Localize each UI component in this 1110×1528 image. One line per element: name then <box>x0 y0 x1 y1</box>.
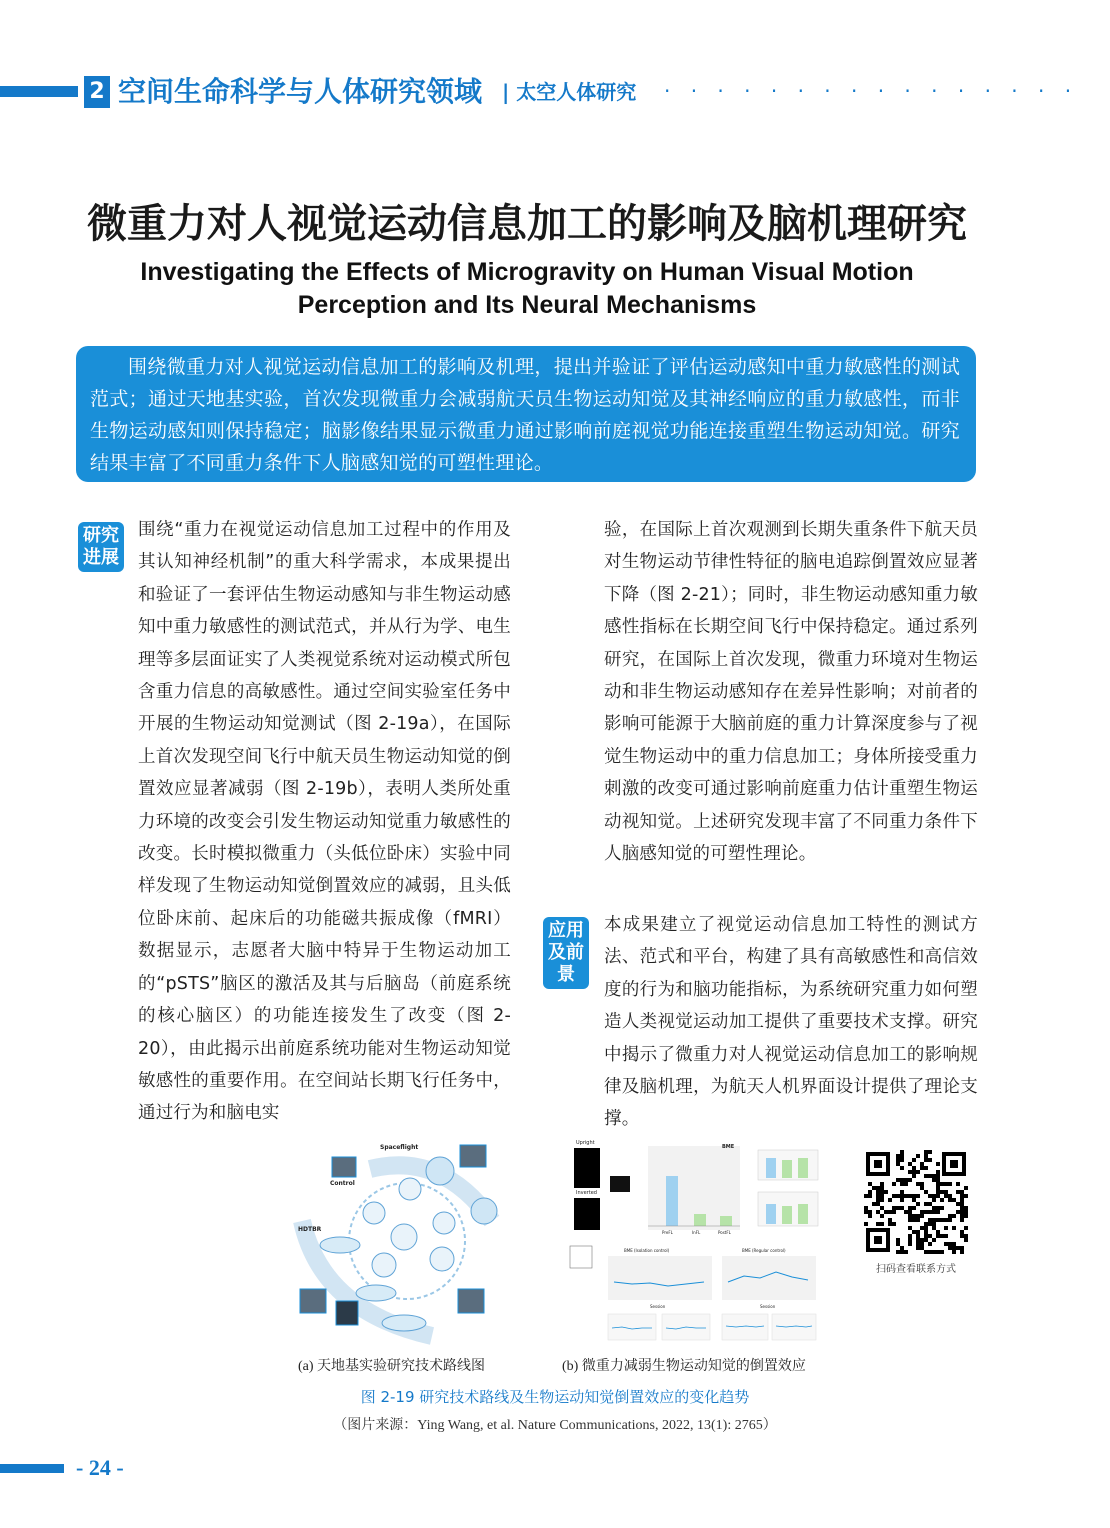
qr-module <box>892 1210 896 1214</box>
control-icon-1 <box>363 1202 385 1224</box>
qr-module <box>960 1202 964 1206</box>
qr-module <box>936 1162 940 1166</box>
qr-finder-tl-core <box>874 1160 882 1168</box>
qr-module <box>924 1174 928 1178</box>
bar-small-6 <box>798 1204 808 1224</box>
qr-module <box>936 1182 940 1186</box>
qr-module <box>876 1186 880 1190</box>
qr-module <box>944 1182 948 1186</box>
bar-small-3 <box>798 1158 808 1178</box>
qr-module <box>940 1250 944 1254</box>
qr-module <box>940 1218 944 1222</box>
qr-module <box>912 1194 916 1198</box>
article-title-en <box>80 256 974 322</box>
qr-module <box>892 1182 896 1186</box>
bar-prefl <box>666 1176 678 1226</box>
qr-module <box>896 1194 900 1198</box>
qr-module <box>904 1210 908 1214</box>
qr-module <box>944 1234 948 1238</box>
qr-module <box>924 1190 928 1194</box>
qr-module <box>908 1226 912 1230</box>
figure-b-graphic <box>562 1136 822 1350</box>
bar-small-1 <box>766 1158 776 1178</box>
article-title-en-line1: Investigating the Effects of Microgravity on Human Visual Motion <box>140 258 914 286</box>
qr-module <box>912 1174 916 1178</box>
qr-caption: 扫码查看联系方式 <box>876 1264 956 1275</box>
qr-module <box>964 1214 968 1218</box>
inverted-label: Inverted <box>576 1190 597 1196</box>
hdtbr-label: HDTBR <box>298 1226 322 1233</box>
qr-module <box>900 1198 904 1202</box>
bar-small-2 <box>782 1160 792 1178</box>
qr-module <box>920 1186 924 1190</box>
qr-module <box>960 1250 964 1254</box>
qr-module <box>888 1210 892 1214</box>
control-icon-4 <box>372 1253 396 1277</box>
header-accent-bar <box>0 86 78 97</box>
qr-module <box>924 1238 928 1242</box>
qr-module <box>888 1198 892 1202</box>
qr-module <box>896 1206 900 1210</box>
qr-module <box>956 1182 960 1186</box>
qr-module <box>920 1162 924 1166</box>
qr-module <box>940 1198 944 1202</box>
qr-module <box>932 1198 936 1202</box>
qr-module <box>936 1218 940 1222</box>
qr-finder-bl-core <box>874 1236 882 1244</box>
qr-module <box>928 1150 932 1154</box>
qr-module <box>956 1190 960 1194</box>
qr-module <box>948 1182 952 1186</box>
qr-module <box>900 1166 904 1170</box>
session-label-1: Session <box>650 1304 666 1309</box>
qr-module <box>904 1182 908 1186</box>
footer-accent-bar <box>0 1464 64 1473</box>
qr-module <box>936 1230 940 1234</box>
astronaut-icon-3 <box>399 1178 421 1200</box>
qr-module <box>916 1194 920 1198</box>
application-text: 本成果建立了视觉运动信息加工特性的测试方法、范式和平台，构建了具有高敏感性和高信效度的行为和脑功能指标，为系统研究重力如何塑造人类视觉运动加工提供了重要技术支撑。研究中揭示了微重力对人视觉运动信息加工的影响规律及脑机理，为航天人机界面设计提供了理论支撑。 <box>604 915 978 1130</box>
qr-module <box>880 1214 884 1218</box>
mini-chart-1 <box>608 1314 656 1340</box>
inverted-stimulus <box>574 1198 600 1230</box>
body-text-right-column: 验，在国际上首次观测到长期失重条件下航天员对生物运动节律性特征的脑电追踪倒置效应显著下降（图 2-21）；同时，非生物运动感知重力敏感性指标在长期空间飞行中保持稳定。通过系列研究，在国际上首次发现，微重力环境对生物运动和非生物运动感知存在差异性影响；对前者的影响可能源于大脑前庭的重力计算深度参与了视觉生物运动中的重力信息加工；身体所接受重力刺激的改变可通过影响前庭重力估计重塑生物运动视知觉。上述研究发现丰富了不同重力条件下人脑感知觉的可塑性理论。 <box>604 520 978 865</box>
qr-module <box>900 1250 904 1254</box>
qr-module <box>932 1238 936 1242</box>
test-screen-4 <box>458 1289 484 1313</box>
qr-module <box>960 1234 964 1238</box>
qr-module <box>892 1206 896 1210</box>
qr-module <box>908 1210 912 1214</box>
qr-module <box>940 1190 944 1194</box>
qr-module <box>924 1150 928 1154</box>
figure-source: （图片来源：Ying Wang, et al. Nature Communications, 2022, 13(1): 2765） <box>333 1418 777 1433</box>
qr-module <box>908 1218 912 1222</box>
xtick-in: InFL <box>692 1230 701 1235</box>
qr-module <box>912 1166 916 1170</box>
qr-module <box>936 1234 940 1238</box>
qr-module <box>964 1206 968 1210</box>
qr-module <box>944 1242 948 1246</box>
qr-module <box>908 1214 912 1218</box>
qr-module <box>888 1222 892 1226</box>
qr-module <box>900 1194 904 1198</box>
bar-small-5 <box>782 1206 792 1224</box>
qr-module <box>944 1190 948 1194</box>
tag-research-progress: 研究进展 <box>78 522 124 572</box>
qr-module <box>876 1190 880 1194</box>
qr-module <box>924 1158 928 1162</box>
bar-infl <box>694 1214 706 1226</box>
qr-module <box>928 1222 932 1226</box>
qr-module <box>960 1206 964 1210</box>
qr-module <box>876 1222 880 1226</box>
qr-module <box>916 1170 920 1174</box>
qr-module <box>880 1206 884 1210</box>
qr-module <box>932 1210 936 1214</box>
qr-module <box>916 1234 920 1238</box>
qr-module <box>864 1194 868 1198</box>
abstract-box <box>76 346 976 482</box>
qr-module <box>924 1222 928 1226</box>
qr-module <box>880 1186 884 1190</box>
qr-module <box>896 1158 900 1162</box>
qr-module <box>924 1166 928 1170</box>
qr-module <box>872 1202 876 1206</box>
figure-a-caption: (a) 天地基实验研究技术路线图 <box>298 1359 486 1374</box>
qr-module <box>896 1154 900 1158</box>
qr-module <box>940 1234 944 1238</box>
bme-label: BME <box>722 1144 735 1150</box>
mini-chart-3 <box>722 1314 768 1340</box>
qr-module <box>900 1190 904 1194</box>
qr-module <box>896 1250 900 1254</box>
qr-module <box>936 1250 940 1254</box>
bedrest-icon-3 <box>320 1237 360 1253</box>
qr-module <box>912 1198 916 1202</box>
qr-module <box>896 1242 900 1246</box>
qr-module <box>964 1226 968 1230</box>
qr-module <box>944 1226 948 1230</box>
qr-module <box>880 1182 884 1186</box>
figure-a-graphic <box>292 1141 504 1349</box>
qr-module <box>880 1194 884 1198</box>
qr-module <box>916 1214 920 1218</box>
upright-stimulus <box>574 1148 600 1188</box>
qr-module <box>936 1174 940 1178</box>
qr-module <box>928 1242 932 1246</box>
qr-module <box>892 1222 896 1226</box>
qr-module <box>872 1186 876 1190</box>
qr-module <box>908 1178 912 1182</box>
astronaut-icon-1 <box>426 1157 454 1185</box>
qr-module <box>920 1182 924 1186</box>
qr-module <box>888 1218 892 1222</box>
qr-module <box>940 1182 944 1186</box>
qr-module <box>940 1206 944 1210</box>
qr-module <box>928 1158 932 1162</box>
test-screen-3 <box>300 1289 326 1313</box>
qr-module <box>908 1162 912 1166</box>
qr-module <box>952 1226 956 1230</box>
qr-module <box>932 1178 936 1182</box>
qr-module <box>880 1190 884 1194</box>
qr-module <box>932 1194 936 1198</box>
qr-module <box>920 1246 924 1250</box>
qr-module <box>916 1218 920 1222</box>
qr-module <box>932 1222 936 1226</box>
qr-module <box>948 1246 952 1250</box>
subsection-title: | 太空人体研究 <box>502 80 637 104</box>
qr-module <box>928 1174 932 1178</box>
qr-module <box>920 1166 924 1170</box>
qr-module <box>864 1206 868 1210</box>
qr-module <box>900 1206 904 1210</box>
tag-application-prospects: 应用及前景 <box>543 917 589 989</box>
qr-module <box>916 1242 920 1246</box>
qr-module <box>928 1194 932 1198</box>
qr-module <box>924 1210 928 1214</box>
qr-module <box>876 1198 880 1202</box>
qr-module <box>908 1206 912 1210</box>
qr-module <box>876 1210 880 1214</box>
bar-postfl <box>720 1216 732 1226</box>
qr-module <box>868 1214 872 1218</box>
xtick-post: PostFL <box>718 1230 731 1235</box>
figure-main-caption: 图 2-19 研究技术路线及生物运动知觉倒置效应的变化趋势 <box>360 1388 750 1406</box>
qr-finder-tr-core <box>950 1160 958 1168</box>
qr-module <box>924 1250 928 1254</box>
qr-module <box>920 1238 924 1242</box>
qr-module <box>900 1150 904 1154</box>
qr-module <box>896 1178 900 1182</box>
qr-module <box>932 1250 936 1254</box>
qr-module <box>916 1230 920 1234</box>
qr-module <box>964 1238 968 1242</box>
qr-module <box>924 1202 928 1206</box>
qr-module <box>912 1206 916 1210</box>
qr-module <box>928 1250 932 1254</box>
qr-module <box>960 1218 964 1222</box>
qr-module <box>960 1194 964 1198</box>
qr-module <box>964 1186 968 1190</box>
qr-module <box>908 1170 912 1174</box>
qr-module <box>932 1206 936 1210</box>
response-screen <box>610 1176 630 1192</box>
qr-module <box>960 1214 964 1218</box>
qr-module <box>900 1246 904 1250</box>
xtick-pre: PreFL <box>662 1230 673 1235</box>
qr-module <box>928 1210 932 1214</box>
qr-module <box>912 1158 916 1162</box>
qr-module <box>868 1210 872 1214</box>
qr-module <box>916 1246 920 1250</box>
qr-module <box>952 1214 956 1218</box>
qr-module <box>936 1190 940 1194</box>
page-number: - 24 - <box>76 1455 124 1480</box>
qr-module <box>884 1210 888 1214</box>
qr-module <box>864 1210 868 1214</box>
qr-module <box>908 1242 912 1246</box>
qr-module <box>948 1214 952 1218</box>
control-icon-5 <box>433 1212 455 1234</box>
control-icon-3 <box>430 1247 454 1271</box>
qr-module <box>932 1174 936 1178</box>
qr-module <box>920 1242 924 1246</box>
qr-module <box>932 1226 936 1230</box>
qr-module <box>928 1218 932 1222</box>
qr-module <box>952 1242 956 1246</box>
qr-module <box>936 1186 940 1190</box>
qr-module <box>964 1194 968 1198</box>
qr-module <box>952 1250 956 1254</box>
qr-code[interactable] <box>864 1150 968 1254</box>
qr-module <box>912 1214 916 1218</box>
control-icon-2 <box>391 1224 417 1250</box>
bme-reg-label: BME (Regular control) <box>742 1248 786 1253</box>
qr-module <box>912 1170 916 1174</box>
figure-b-inversion-effect <box>562 1136 822 1350</box>
qr-module <box>964 1234 968 1238</box>
figure-a-roadmap <box>292 1141 504 1349</box>
session-label-2: Session <box>760 1304 776 1309</box>
qr-module <box>912 1218 916 1222</box>
qr-module <box>920 1210 924 1214</box>
qr-module <box>916 1238 920 1242</box>
section-title: 空间生命科学与人体研究领域 <box>118 75 483 108</box>
participant-icon <box>570 1246 592 1268</box>
qr-module <box>956 1202 960 1206</box>
qr-module <box>948 1218 952 1222</box>
qr-module <box>868 1182 872 1186</box>
qr-module <box>912 1230 916 1234</box>
astronaut-icon-2 <box>471 1198 497 1224</box>
qr-module <box>880 1198 884 1202</box>
qr-module <box>880 1222 884 1226</box>
qr-module <box>908 1234 912 1238</box>
qr-module <box>944 1194 948 1198</box>
qr-module <box>904 1178 908 1182</box>
qr-module <box>876 1194 880 1198</box>
qr-module <box>960 1210 964 1214</box>
qr-module <box>920 1214 924 1218</box>
qr-module <box>956 1246 960 1250</box>
qr-code-graphic <box>864 1150 968 1254</box>
qr-module <box>892 1194 896 1198</box>
qr-module <box>924 1226 928 1230</box>
qr-module <box>948 1198 952 1202</box>
upright-label: Upright <box>576 1140 595 1146</box>
qr-module <box>936 1194 940 1198</box>
test-screen-2 <box>332 1157 356 1177</box>
qr-module <box>936 1170 940 1174</box>
test-screen-1 <box>460 1145 486 1167</box>
qr-module <box>960 1198 964 1202</box>
bedrest-icon-2 <box>382 1315 426 1331</box>
article-title-en-line2: Perception and Its Neural Mechanisms <box>297 291 757 319</box>
qr-module <box>936 1206 940 1210</box>
qr-module <box>900 1182 904 1186</box>
qr-module <box>952 1246 956 1250</box>
qr-module <box>960 1190 964 1194</box>
qr-module <box>900 1178 904 1182</box>
qr-module <box>956 1210 960 1214</box>
qr-module <box>896 1238 900 1242</box>
qr-module <box>868 1194 872 1198</box>
section-number-badge: 2 <box>84 76 110 108</box>
qr-module <box>924 1154 928 1158</box>
qr-module <box>916 1154 920 1158</box>
body-text-left-column: 围绕“重力在视觉运动信息加工过程中的作用及其认知神经机制”的重大科学需求，本成果提出和验证了一套评估生物运动感知与非生物运动感知中重力敏感性的测试范式，并从行为学、电生理等多层面证实了人类视觉系统对运动模式所包含重力信息的高敏感性。通过空间实验室任务中开展的生物运动知觉测试（图 2-19a），在国际上首次发现空间飞行中航天员生物运动知觉的倒置效应显著减弱（图 2-19b），表明人类所处重力环境的改变会引发生物运动知觉重力敏感性的改变。长时模拟微重力（头低位卧床）实验中同样发现了生物运动知觉倒置效应的减弱，且头低位卧床前、起床后的功能磁共振成像（fMRI）数据显示，志愿者大脑中特异于生物运动加工的“pSTS”脑区的激活及其与后脑岛（前庭系统的核心脑区）的功能连接发生了改变（图 2-20），由此揭示出前庭系统功能对生物运动知觉敏感性的重要作用。在空间站长期飞行任务中，通过行为和脑电实 <box>138 520 511 1124</box>
qr-module <box>936 1210 940 1214</box>
qr-module <box>884 1190 888 1194</box>
qr-module <box>944 1218 948 1222</box>
control-label: Control <box>330 1180 355 1187</box>
qr-module <box>916 1182 920 1186</box>
qr-module <box>948 1242 952 1246</box>
qr-module <box>908 1238 912 1242</box>
header-dotted-rule: · · · · · · · · · · · · · · · · <box>664 79 1079 103</box>
qr-module <box>896 1162 900 1166</box>
qr-module <box>908 1194 912 1198</box>
figure-b-caption: (b) 微重力减弱生物运动知觉的倒置效应 <box>562 1359 806 1374</box>
abstract-text: 围绕微重力对人视觉运动信息加工的影响及机理，提出并验证了评估运动感知中重力敏感性的测试范式；通过天地基实验，首次发现微重力会减弱航天员生物运动知觉及其神经响应的重力敏感性，而非生物运动感知则保持稳定；脑影像结果显示微重力通过影响前庭视觉功能连接重塑生物运动知觉。研究结果丰富了不同重力条件下人脑感知觉的可塑性理论。 <box>90 356 960 474</box>
qr-module <box>924 1234 928 1238</box>
spaceflight-label: Spaceflight <box>380 1144 419 1151</box>
qr-module <box>960 1246 964 1250</box>
qr-module <box>904 1250 908 1254</box>
qr-module <box>920 1226 924 1230</box>
qr-module <box>900 1158 904 1162</box>
qr-module <box>924 1230 928 1234</box>
qr-module <box>928 1202 932 1206</box>
qr-module <box>916 1202 920 1206</box>
bedrest-icon-1 <box>356 1285 396 1301</box>
qr-module <box>960 1230 964 1234</box>
qr-module <box>952 1198 956 1202</box>
qr-module <box>964 1210 968 1214</box>
qr-module <box>936 1178 940 1182</box>
line-chart-2-bg <box>722 1256 816 1300</box>
qr-module <box>868 1190 872 1194</box>
fmri-scan-image <box>336 1301 358 1325</box>
line-chart-1-bg <box>608 1256 712 1300</box>
qr-module <box>876 1202 880 1206</box>
qr-module <box>928 1234 932 1238</box>
bme-iso-label: BME (Isolation control) <box>624 1248 670 1253</box>
qr-module <box>904 1194 908 1198</box>
bar-small-4 <box>766 1204 776 1224</box>
qr-module <box>900 1154 904 1158</box>
qr-module <box>864 1222 868 1226</box>
article-title-cn: 微重力对人视觉运动信息加工的影响及脑机理研究 <box>87 201 967 247</box>
qr-module <box>932 1218 936 1222</box>
qr-module <box>948 1194 952 1198</box>
mini-chart-4 <box>772 1314 816 1340</box>
